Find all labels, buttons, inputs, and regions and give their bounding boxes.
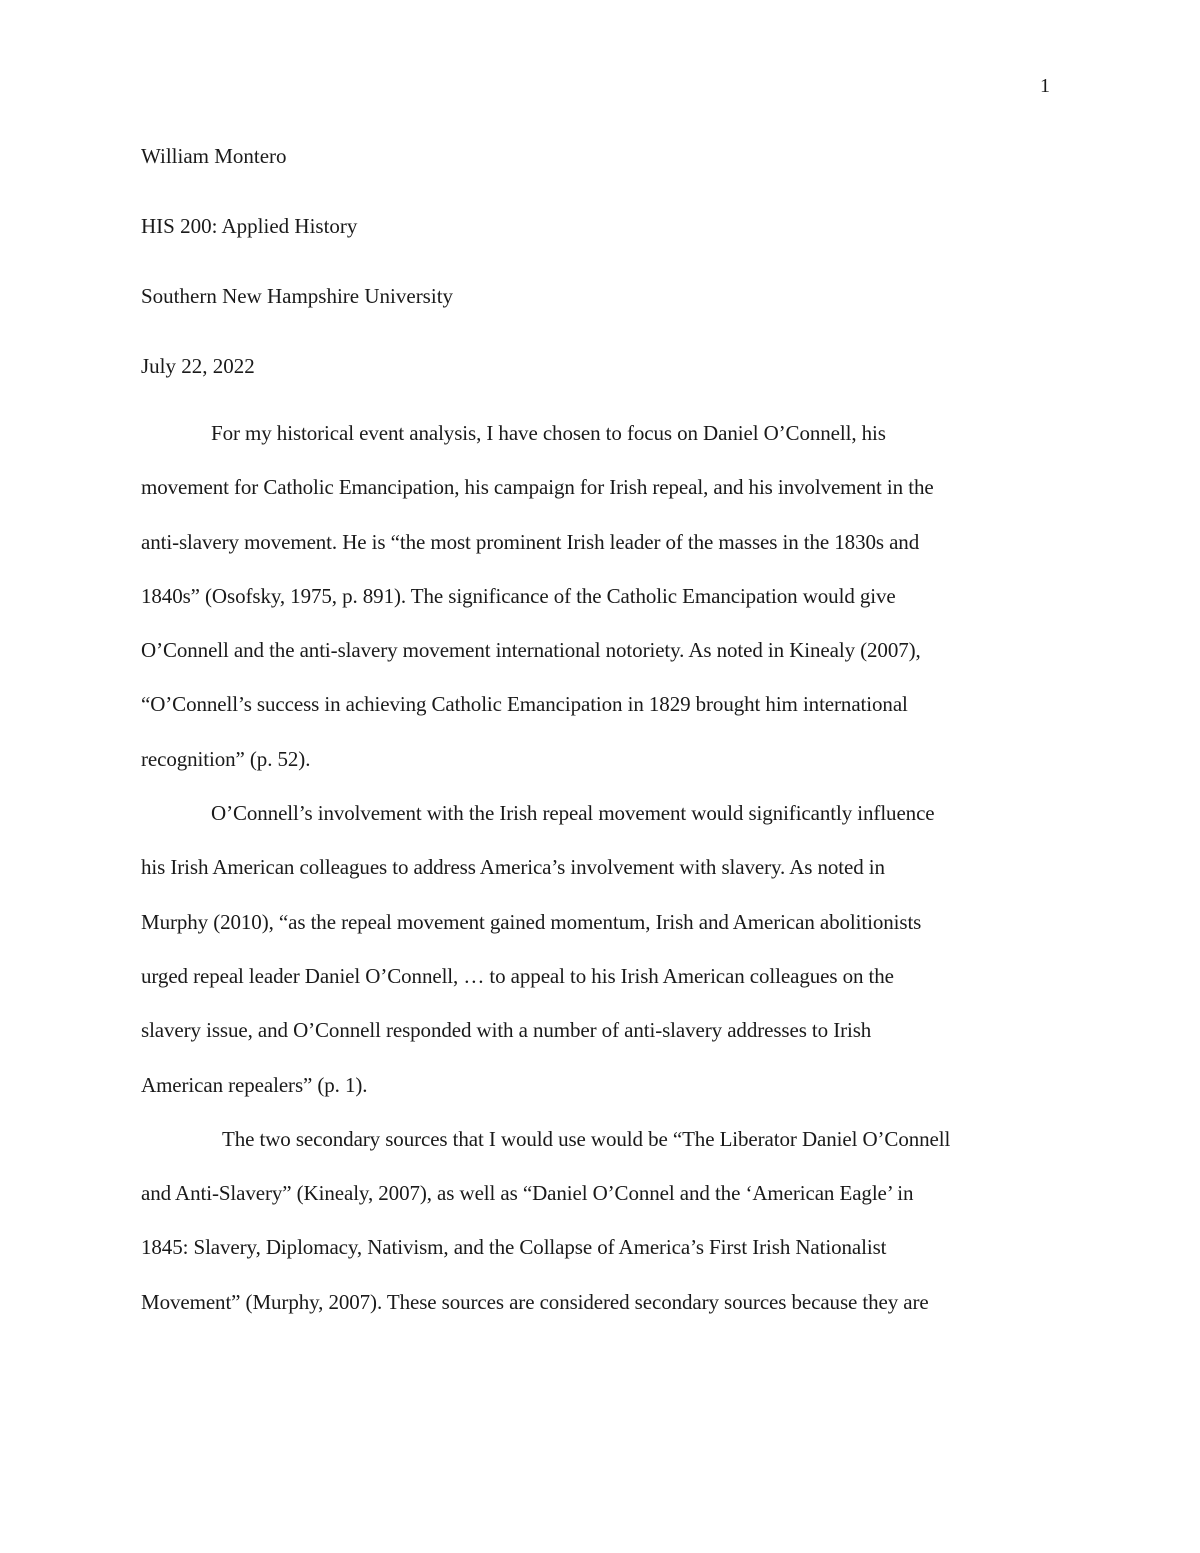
paragraph-line: “O’Connell’s success in achieving Catholic Emancipation in 1829 brought him international xyxy=(141,692,908,717)
paragraph-line: For my historical event analysis, I have chosen to focus on Daniel O’Connell, his xyxy=(211,421,886,445)
paragraph-line: slavery issue, and O’Connell responded with a number of anti-slavery addresses to Irish xyxy=(141,1018,872,1043)
paragraph-line: O’Connell and the anti-slavery movement international notoriety. As noted in Kinealy (2007), xyxy=(141,638,921,663)
paragraph-2 xyxy=(141,797,1061,1123)
institution-name: Southern New Hampshire University xyxy=(141,284,454,308)
paragraph-line: recognition” (p. 52). xyxy=(141,746,311,771)
page-number: 1 xyxy=(1040,75,1050,97)
paragraph-line: anti-slavery movement. He is “the most prominent Irish leader of the masses in the 1830s and xyxy=(141,529,920,554)
paragraph-1 xyxy=(141,417,1061,797)
paragraph-line: American repealers” (p. 1). xyxy=(141,1072,368,1097)
paragraph-line: 1840s” (Osofsky, 1975, p. 891). The significance of the Catholic Emancipation would give xyxy=(141,583,896,608)
paragraph-line: his Irish American colleagues to address America’s involvement with slavery. As noted in xyxy=(141,855,885,880)
document-body xyxy=(141,417,1061,1340)
paragraph-3 xyxy=(141,1123,1061,1340)
paragraph-line: Movement” (Murphy, 2007). These sources are considered secondary sources because they are xyxy=(141,1289,929,1314)
paragraph-line: 1845: Slavery, Diplomacy, Nativism, and the Collapse of America’s First Irish Nationalist xyxy=(141,1235,887,1260)
paragraph-line: The two secondary sources that I would use would be “The Liberator Daniel O’Connell xyxy=(222,1126,951,1151)
paragraph-line: O’Connell’s involvement with the Irish repeal movement would significantly influence xyxy=(211,801,935,826)
document-date: July 22, 2022 xyxy=(141,354,255,378)
paragraph-line: and Anti-Slavery” (Kinealy, 2007), as well as “Daniel O’Connel and the ‘American Eagle’ in xyxy=(141,1181,914,1206)
paragraph-line: Murphy (2010), “as the repeal movement gained momentum, Irish and American abolitionists xyxy=(141,909,922,934)
header-block xyxy=(141,140,1061,420)
course-name: HIS 200: Applied History xyxy=(141,214,358,238)
paragraph-line: urged repeal leader Daniel O’Connell, … to appeal to his Irish American colleagues on the xyxy=(141,963,894,988)
paragraph-line: movement for Catholic Emancipation, his campaign for Irish repeal, and his involvement in the xyxy=(141,475,934,500)
author-name: William Montero xyxy=(141,144,287,168)
